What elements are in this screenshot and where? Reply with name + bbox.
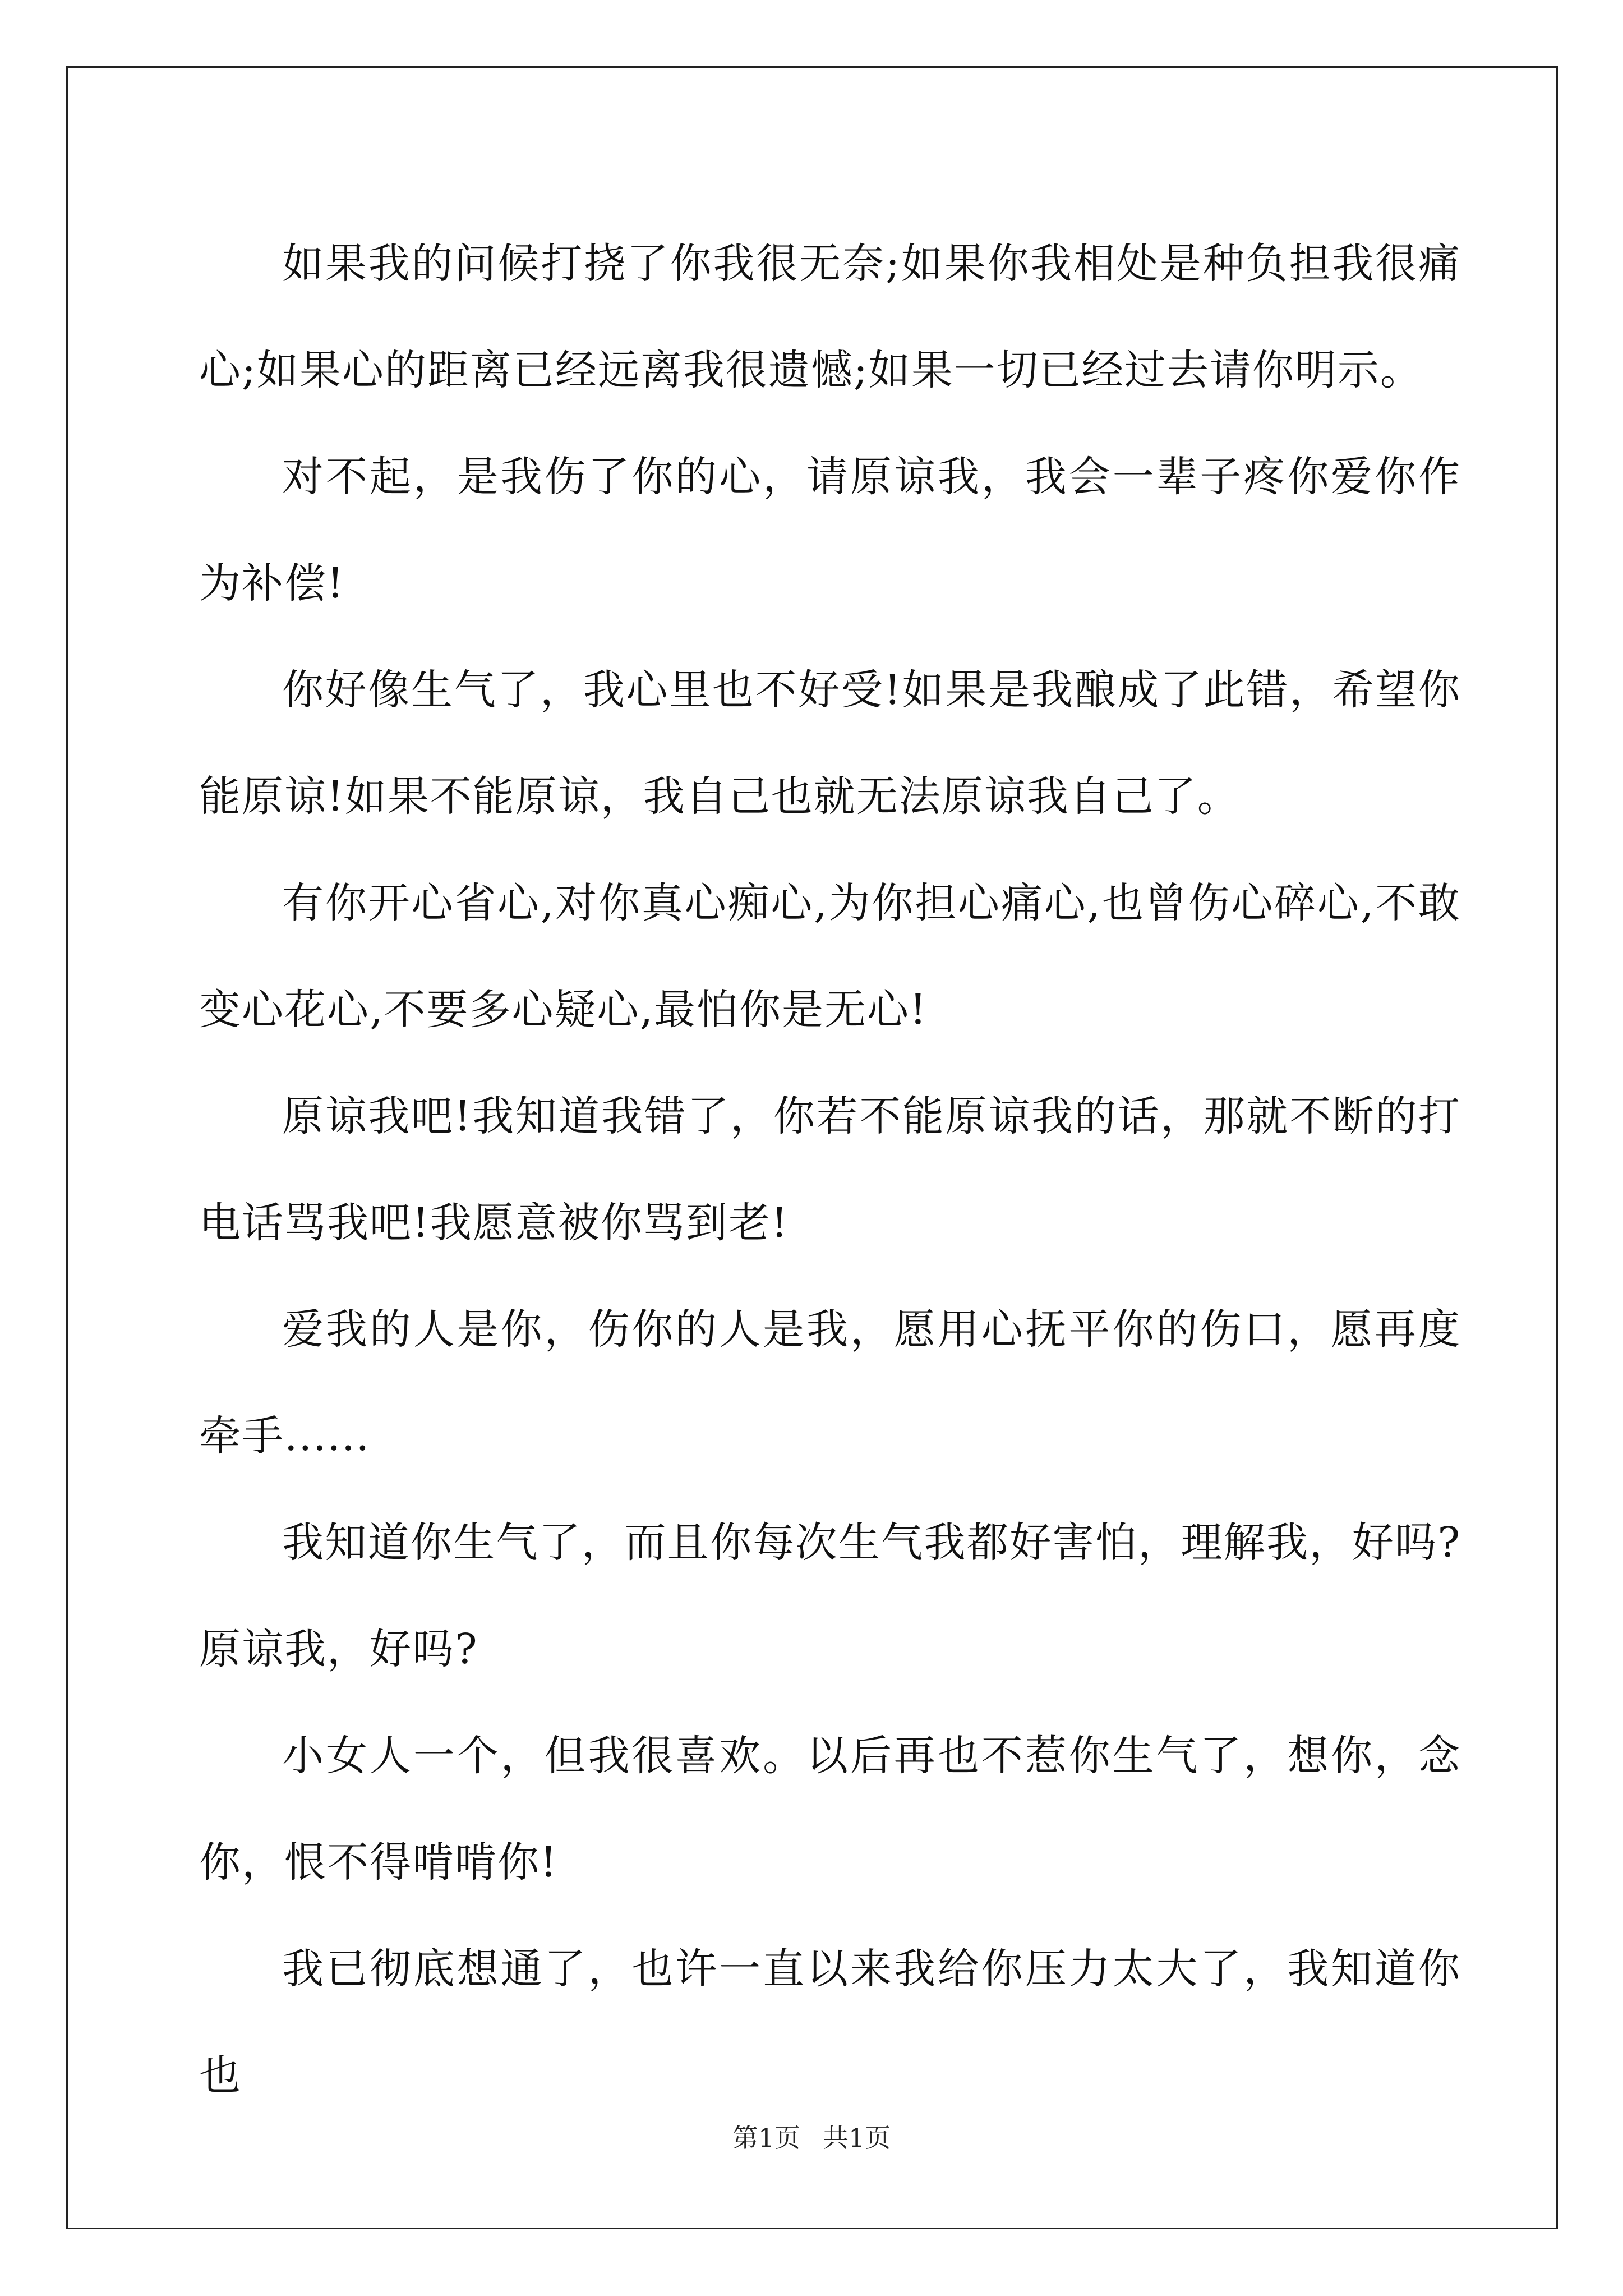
paragraph-6: 爱我的人是你，伤你的人是我，愿用心抚平你的伤口，愿再度牵手...... — [199, 1305, 1461, 1460]
paragraph-5: 原谅我吧!我知道我错了，你若不能原谅我的话，那就不断的打电话骂我吧!我愿意被你骂到老! — [199, 1092, 1461, 1247]
page-footer — [0, 2118, 1623, 2155]
paragraph-3: 你好像生气了，我心里也不好受!如果是我酿成了此错，希望你能原谅!如果不能原谅，我自己也就无法原谅我自己了。 — [199, 666, 1461, 821]
paragraph-7: 我知道你生气了，而且你每次生气我都好害怕，理解我，好吗?原谅我，好吗? — [199, 1519, 1461, 1673]
page-number: 第1页 — [732, 2123, 800, 2153]
paragraph-1: 如果我的问候打挠了你我很无奈;如果你我相处是种负担我很痛心;如果心的距离已经远离我很遗憾;如果一切已经过去请你明示。 — [199, 240, 1461, 394]
paragraph-2: 对不起，是我伤了你的心，请原谅我，我会一辈子疼你爱你作为补偿! — [199, 453, 1461, 608]
document-body — [199, 210, 1461, 2129]
paragraph-8: 小女人一个，但我很喜欢。以后再也不惹你生气了，想你，念你，恨不得啃啃你! — [199, 1732, 1461, 1887]
paragraph-9: 我已彻底想通了，也许一直以来我给你压力太大了，我知道你也 — [199, 1945, 1461, 2100]
paragraph-4: 有你开心省心,对你真心痴心,为你担心痛心,也曾伤心碎心,不敢变心花心,不要多心疑心,最怕你是无心! — [199, 879, 1461, 1034]
page-total: 共1页 — [823, 2123, 891, 2153]
